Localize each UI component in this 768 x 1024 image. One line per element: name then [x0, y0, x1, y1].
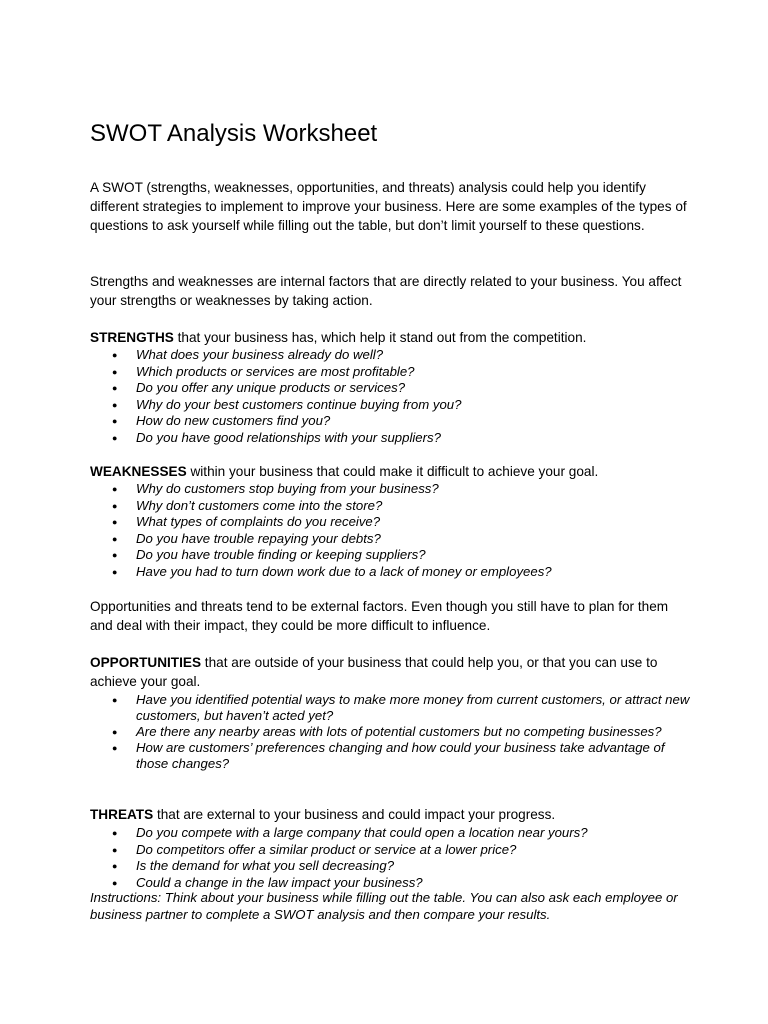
list-item: ● How do new customers find you? [90, 413, 690, 430]
intro-paragraph: A SWOT (strengths, weaknesses, opportunities, and threats) analysis could help you identify different strategies to implement to improve your business. Here are some examples of the types of questions to ask yourself while filling out the table, but don’t limit yourself to these questions. [90, 180, 687, 233]
weaknesses-lead [90, 462, 690, 481]
strengths-lead [90, 328, 690, 347]
list-item: ● Have you had to turn down work due to a lack of money or employees? [90, 564, 690, 581]
threats-list [90, 825, 690, 891]
internal-factors-paragraph: Strengths and weaknesses are internal factors that are directly related to your business. You affect your strengths or weaknesses by taking action. [90, 274, 682, 308]
document-page [90, 0, 690, 1024]
list-item: ● Do competitors offer a similar product or service at a lower price? [90, 842, 690, 859]
threats-lead [90, 805, 690, 824]
strengths-heading: STRENGTHS [90, 330, 174, 345]
opportunities-lead-text: that are outside of your business that could help you, or that you can use to achieve your goal. [90, 655, 658, 689]
instructions-text: Instructions: Think about your business while filling out the table. You can also ask each employee or business partner to complete a SWOT analysis and then compare your results. [90, 890, 678, 922]
list-item: ● Do you have trouble finding or keeping suppliers? [90, 547, 690, 564]
list-item: ● Do you compete with a large company that could open a location near yours? [90, 825, 690, 842]
weaknesses-lead-text: within your business that could make it difficult to achieve your goal. [186, 464, 599, 479]
list-item: ● How are customers’ preferences changing and how could your business take advantage of those changes? [90, 740, 690, 772]
list-item: ● Are there any nearby areas with lots of potential customers but no competing businesses? [90, 724, 690, 740]
opportunities-list [90, 692, 690, 772]
strengths-list [90, 347, 690, 446]
list-item: ● Do you have good relationships with your suppliers? [90, 430, 690, 447]
weaknesses-heading: WEAKNESSES [90, 464, 187, 479]
list-item: ● Is the demand for what you sell decreasing? [90, 858, 690, 875]
external-factors-paragraph: Opportunities and threats tend to be external factors. Even though you still have to plan for them and deal with their impact, they could be more difficult to influence. [90, 599, 669, 633]
list-item: ● Why do your best customers continue buying from you? [90, 397, 690, 414]
page-title: SWOT Analysis Worksheet [90, 120, 378, 147]
list-item: ● Do you offer any unique products or services? [90, 380, 690, 397]
threats-heading: THREATS [90, 807, 154, 822]
threats-lead-text: that are external to your business and could impact your progress. [153, 807, 556, 822]
list-item: ● Why do customers stop buying from your business? [90, 481, 690, 498]
weaknesses-list [90, 481, 690, 580]
list-item: ● What types of complaints do you receive? [90, 514, 690, 531]
list-item: ● Do you have trouble repaying your debts? [90, 531, 690, 548]
list-item: ● What does your business already do well? [90, 347, 690, 364]
opportunities-heading: OPPORTUNITIES [90, 655, 202, 670]
strengths-lead-text: that your business has, which help it stand out from the competition. [173, 330, 587, 345]
list-item: ● Why don’t customers come into the store? [90, 498, 690, 515]
list-item: ● Have you identified potential ways to make more money from current customers, or attract new customers, but haven’t acted yet? [90, 692, 690, 724]
list-item: ● Could a change in the law impact your business? [90, 875, 690, 892]
list-item: ● Which products or services are most profitable? [90, 364, 690, 381]
opportunities-lead [90, 653, 690, 691]
